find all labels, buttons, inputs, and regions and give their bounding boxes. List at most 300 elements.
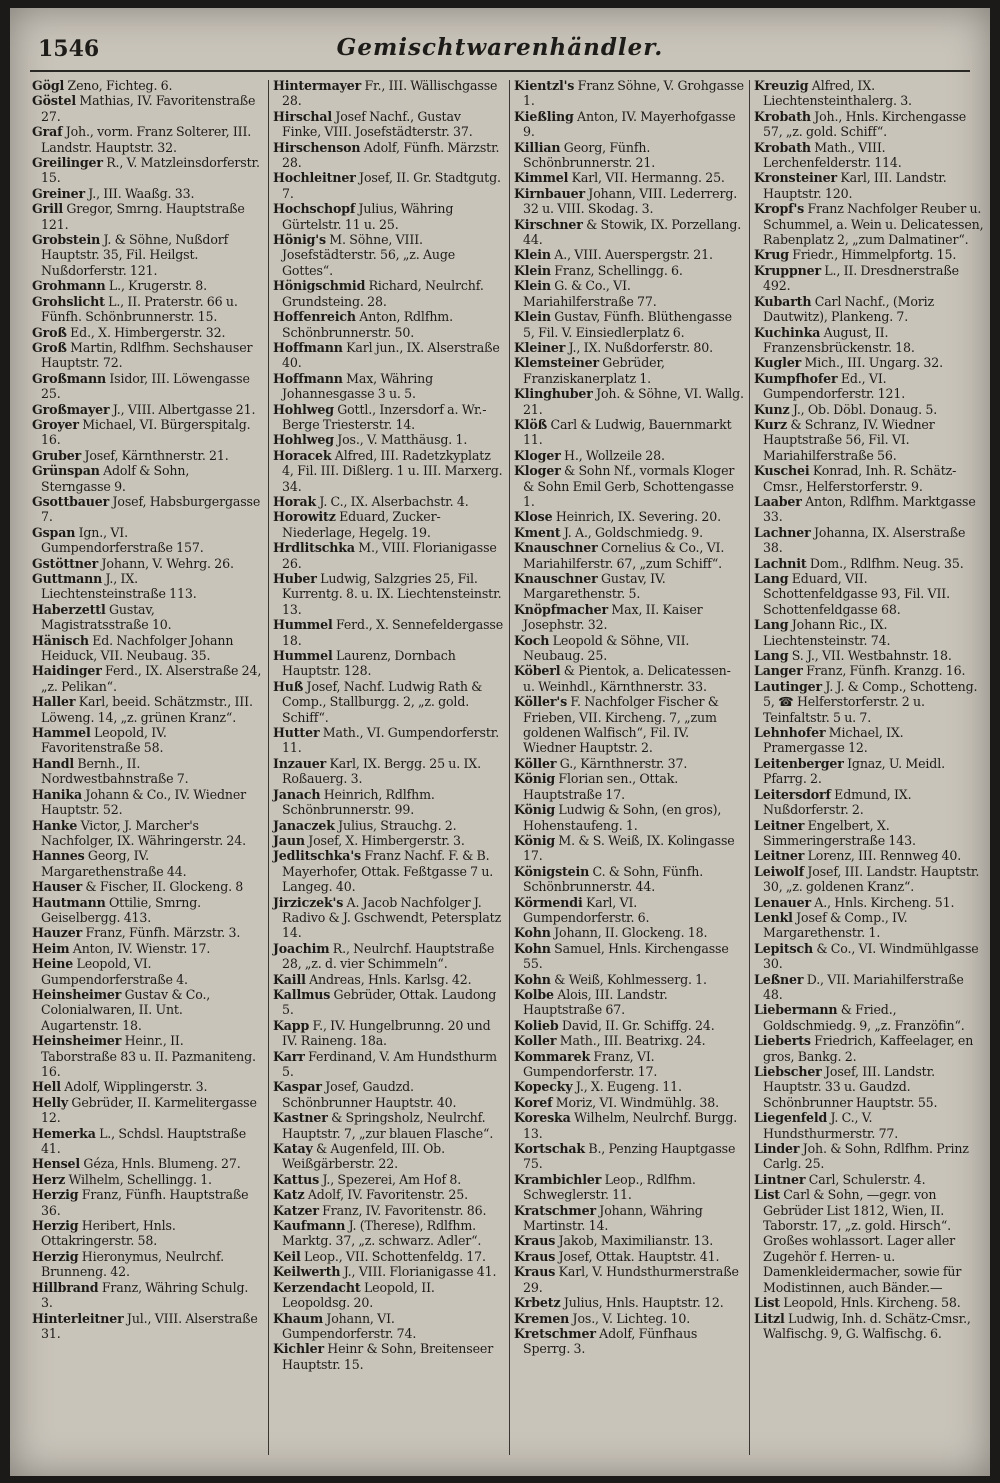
directory-entry [273,617,503,648]
entry-details: Ludwig, Salzgries 25, Fil. Kurrentg. 8. u. IX. Liechtensteinstr. 13. [282,571,502,617]
entry-name: Joachim [273,940,330,956]
directory-entry [273,1018,503,1049]
directory-entry [514,355,744,386]
directory-entry [32,232,262,278]
entry-name: Lang [754,571,789,586]
entry-details: Franz, Fünfh. Kranzg. 16. [802,663,966,679]
entry-name: Grobstein [32,232,101,248]
entry-details: Heinr., II. Taborstraße 83 u. II. Pazmaniteng. 16. [41,1033,256,1079]
directory-entry [754,325,984,356]
directory-entry [32,818,262,849]
directory-entry [754,494,984,525]
entry-details: Math., VI. Gumpendorferstr. 11. [282,725,500,756]
directory-entry [514,864,744,895]
entry-details: Johann Ric., IX. Liechtensteinstr. 74. [763,617,891,648]
entry-name: Hintermayer [273,78,362,93]
entry-name: Lehnhofer [754,725,826,741]
directory-entry [273,371,503,402]
entry-name: Hönig's [273,232,326,248]
entry-details: J., X. Eugeng. 11. [572,1079,682,1095]
column-4 [754,78,984,1468]
entry-details: Michael, VI. Bürgerspitalg. 16. [41,416,251,448]
entry-details: J. C., IX. Alserbachstr. 4. [316,493,469,509]
entry-name: Lachnit [754,555,807,571]
directory-entry [32,1079,262,1094]
directory-entry [754,1002,984,1033]
entry-name: Huß [273,678,304,694]
entry-details: Josef, Nachf. Ludwig Rath & Comp., Stallburgg. 2, „z. gold. Schiff“. [282,678,483,725]
entry-name: Katz [273,1187,305,1203]
directory-entry [32,325,262,340]
entry-details: Johann, Währing Martinstr. 14. [523,1202,703,1234]
entry-name: Jedlitschka's [273,848,361,864]
entry-name: Kraus [514,1264,556,1280]
entry-name: Grünspan [32,463,100,479]
directory-entry [32,1187,262,1218]
entry-details: J. J. & Comp., Schotteng. 5, ☎ Helferstorferstr. 2 u. Teinfaltstr. 5 u. 7. [763,678,978,725]
entry-name: Kopecky [514,1079,573,1095]
entry-name: Liebscher [754,1064,822,1079]
directory-entry [32,278,262,293]
directory-entry [754,1033,984,1064]
directory-entry [514,309,744,340]
entry-details: Adolf, Wipplingerstr. 3. [60,1079,208,1095]
entry-details: J. & Söhne, Nußdorf Hauptstr. 35, Fil. Heilgst. Nußdorferstr. 121. [41,232,229,278]
entry-name: Lieberts [754,1033,811,1049]
entry-name: Kallmus [273,986,331,1002]
entry-details: & Springsholz, Neulrchf. Hauptstr. 7, „zur blauen Flasche“. [282,1110,494,1141]
directory-entry [514,170,744,185]
entry-details: Adolf, Fünfh. Märzstr. 28. [282,139,500,171]
entry-details: Carl, Schulerstr. 4. [805,1171,926,1187]
directory-entry [32,1280,262,1311]
entry-details: Max, Währing Johannesgasse 3 u. 5. [282,370,433,402]
directory-entry [514,833,744,864]
entry-name: Groß [32,339,67,355]
entry-name: Koller [514,1033,557,1049]
directory-entry [273,1311,503,1342]
entry-details: Leop., Rdlfhm. Schweglerstr. 11. [523,1171,696,1203]
entry-details: Bernh., II. Nordwestbahnstraße 7. [41,755,189,787]
entry-name: Jaun [273,832,305,848]
entry-name: Linder [754,1141,800,1157]
directory-entry [514,1264,744,1295]
entry-details: Josef, Habsburgergasse 7. [41,493,261,525]
entry-details: Leopold, II. Leopoldsg. 20. [282,1279,435,1311]
entry-details: Jos., V. Lichteg. 10. [569,1310,691,1326]
directory-entry [514,802,744,833]
entry-name: Hannes [32,848,85,864]
directory-entry [514,987,744,1018]
directory-entry [273,648,503,679]
entry-details: Ottilie, Smrng. Geiselbergg. 413. [41,894,201,925]
entry-details: Johanna, IX. Alserstraße 38. [763,524,966,556]
entry-details: L., II. Praterstr. 66 u. Fünfh. Schönbrunnerstr. 15. [41,293,238,325]
entry-name: Kommarek [514,1048,591,1064]
entry-name: Herzig [32,1248,79,1264]
directory-entry [754,679,984,725]
directory-entry [273,1172,503,1187]
entry-details: G. & Co., VI. Mariahilferstraße 77. [523,278,657,309]
directory-entry [754,525,984,556]
directory-entry [754,571,984,617]
entry-name: Leßner [754,971,804,987]
directory-entry [514,263,744,278]
entry-name: Köberl [514,663,561,679]
entry-name: Hummel [273,617,333,633]
entry-name: Hirschal [273,108,332,124]
entry-details: Math., VIII. Lerchenfelderstr. 114. [763,139,902,171]
directory-entry [754,556,984,571]
entry-name: Hochschopf [273,201,356,217]
entry-details: Samuel, Hnls. Kirchengasse 55. [523,940,729,972]
directory-entry [273,448,503,494]
entry-name: Kattus [273,1171,320,1187]
directory-entry [273,1341,503,1372]
entry-details: & Pientok, a. Delicatessen- u. Weinhdl., Kärnthnerstr. 33. [523,663,731,694]
directory-entry [514,1110,744,1141]
entry-name: Horacek [273,447,332,463]
entry-name: Laaber [754,493,802,509]
entry-details: Heribert, Hnls. Ottakringerstr. 58. [41,1218,176,1249]
entry-name: Haller [32,694,76,710]
entry-name: Handl [32,755,75,771]
entry-name: Hautmann [32,894,106,910]
entry-details: Anton, IV. Wienstr. 17. [69,940,211,956]
entry-details: Johann, VI. Gumpendorferstr. 74. [282,1310,417,1341]
entry-details: & Stowik, IX. Porzellang. 44. [523,216,742,248]
directory-entry [514,941,744,972]
entry-name: Helly [32,1094,69,1110]
directory-entry [754,402,984,417]
entry-name: Krobath [754,139,811,155]
entry-details: Leopold, Hnls. Kircheng. 58. [779,1295,961,1311]
entry-details: J. (Therese), Rdlfhm. Marktg. 37, „z. schwarz. Adler“. [282,1218,482,1249]
page-header [30,30,970,70]
directory-entry [273,1218,503,1249]
entry-details: C. & Sohn, Fünfh. Schönbrunnerstr. 44. [523,863,704,895]
entry-name: Jirziczek's [273,894,344,910]
entry-name: Hinterleitner [32,1310,124,1326]
entry-details: R., V. Matzleinsdorferstr. 15. [41,155,260,186]
entry-details: Gustav, IV. Margarethenstr. 5. [523,571,666,602]
entry-name: Kolieb [514,1017,559,1033]
entry-details: Ed., X. Himbergerstr. 32. [66,324,226,340]
entry-name: Koreska [514,1110,571,1126]
entry-details: Carl & Ludwig, Bauernmarkt 11. [523,416,732,448]
entry-details: Ed. Nachfolger Johann Heiduck, VII. Neubaug. 35. [41,632,234,664]
entry-details: Alfred, III. Radetzkyplatz 4, Fil. III. Dißlerg. 1 u. III. Marxerg. 34. [282,447,503,494]
entry-name: Leitner [754,817,805,833]
entry-name: Hoffenreich [273,309,356,325]
entry-details: Josef, Kärnthnerstr. 21. [81,447,229,463]
directory-entry [754,818,984,849]
entry-details: Ludwig, Inh. d. Schätz-Cmsr., Walfischg. 9, G. Walfischg. 6. [763,1310,971,1341]
entry-name: Huber [273,571,317,586]
directory-entry [32,1126,262,1157]
entry-details: J., IX. Nußdorferstr. 80. [565,339,713,355]
directory-entry [32,448,262,463]
entry-name: Heinsheimer [32,986,122,1002]
entry-details: Zeno, Fichteg. 6. [64,78,173,93]
entry-name: Haidinger [32,663,102,679]
entry-name: Kraus [514,1248,556,1264]
directory-entry [754,663,984,678]
entry-name: Gögl [32,78,65,93]
entry-name: Hanika [32,786,82,802]
directory-entry [32,571,262,602]
entry-name: Leitersdorf [754,786,831,802]
entry-details: Ferdinand, V. Am Hundsthurm 5. [282,1048,497,1079]
entry-name: Groyer [32,416,79,432]
entry-details: Karl, VII. Hermanng. 25. [568,170,725,186]
directory-entry [514,540,744,571]
directory-entry [32,155,262,186]
entry-details: J., IX. Liechtensteinstraße 113. [41,571,197,602]
directory-entry [273,1203,503,1218]
directory-entry [754,463,984,494]
entry-name: List [754,1187,780,1203]
directory-entry [32,124,262,155]
directory-entry [273,340,503,371]
entry-name: Kohn [514,925,551,941]
entry-name: Hell [32,1079,61,1095]
directory-entry [514,663,744,694]
directory-entry [514,1079,744,1094]
entry-details: Adolf & Sohn, Sterngasse 9. [41,463,190,494]
entry-name: Köller [514,755,557,771]
entry-details: Joh. & Sohn, Rdlfhm. Prinz Carlg. 25. [763,1141,969,1172]
entry-name: Hauser [32,879,83,895]
entry-name: Krobath [754,108,811,124]
entry-name: König [514,832,556,848]
page-number: 1546 [38,36,100,62]
entry-details: & Fried., Goldschmiedg. 9, „z. Franzöfin“. [763,1002,965,1033]
entry-name: Kretschmer [514,1325,596,1341]
directory-entry [273,170,503,201]
directory-entry [273,1049,503,1080]
entry-name: Kohn [514,940,551,956]
directory-entry [273,509,503,540]
directory-entry [273,278,503,309]
directory-entry [754,648,984,663]
entry-details: Leopold & Söhne, VII. Neubaug. 25. [523,632,690,664]
entry-name: Greilinger [32,155,103,171]
entry-details: Josef, III. Landstr. Hauptstr. 33 u. Gaudzd. Schönbrunner Hauptstr. 55. [763,1064,938,1110]
directory-entry [32,1095,262,1126]
entry-name: Klein [514,309,551,325]
entry-name: Kronsteiner [754,170,837,186]
directory-entry [32,987,262,1033]
directory-entry [754,371,984,402]
entry-details: Johann, V. Wehrg. 26. [98,555,234,571]
entry-details: J., VIII. Albertgasse 21. [109,401,256,417]
entry-details: Lorenz, III. Rennweg 40. [804,848,962,864]
entry-details: Victor, J. Marcher's Nachfolger, IX. Währingerstr. 24. [41,817,246,848]
entry-name: Liegenfeld [754,1110,828,1126]
directory-entry [32,848,262,879]
entry-name: Katay [273,1141,313,1157]
entry-name: Kleiner [514,339,566,355]
entry-name: Heine [32,956,74,972]
entry-details: Ferd., IX. Alserstraße 24, „z. Pelikan“. [41,663,262,694]
directory-entry [32,925,262,940]
directory-entry [32,1249,262,1280]
entry-details: F., IV. Hungelbrunng. 20 und IV. Raineng. 18a. [282,1017,491,1049]
entry-name: Klose [514,509,553,525]
entry-details: J., VIII. Florianigasse 41. [340,1264,497,1280]
entry-details: Ignaz, U. Meidl. Pfarrg. 2. [763,755,945,787]
directory-entry [273,1141,503,1172]
entry-name: Grohslicht [32,293,105,309]
entry-details: A., VIII. Auerspergstr. 21. [550,247,713,263]
entry-name: Keil [273,1248,301,1264]
entry-name: Lenauer [754,894,811,910]
entry-details: Ign., VI. Gumpendorferstraße 157. [41,524,204,556]
directory-entry [514,463,744,509]
entry-details: Georg, Fünfh. Schönbrunnerstr. 21. [523,139,656,171]
entry-name: Hirschenson [273,139,361,155]
entry-details: Max, II. Kaiser Josephstr. 32. [523,601,703,633]
entry-name: Hochleitner [273,170,356,186]
entry-details: Franz, Währing Schulg. 3. [41,1279,249,1311]
directory-entry [273,895,503,941]
entry-name: Klein [514,262,551,278]
directory-entry [754,848,984,863]
directory-entry [273,679,503,725]
entry-name: Herz [32,1171,66,1187]
directory-entry [273,1280,503,1311]
directory-entry [32,78,262,93]
entry-name: Leiwolf [754,863,805,879]
entry-name: Kaspar [273,1079,322,1095]
entry-details: Ferd., X. Sennefeldergasse 18. [282,617,504,648]
directory-entry [514,895,744,926]
directory-entry [754,1064,984,1110]
entry-name: Janach [273,786,321,802]
directory-entry [273,833,503,848]
column-divider [509,80,510,1455]
entry-name: Krbetz [514,1295,561,1311]
directory-entry [754,417,984,463]
entry-name: Kohn [514,971,551,987]
entry-name: Kloger [514,447,561,463]
directory-entry [754,895,984,910]
entry-details: Gebrüder, Franziskanerplatz 1. [523,355,665,386]
entry-details: Leopold, IV. Favoritenstraße 58. [41,725,167,756]
entry-name: Kerzendacht [273,1279,361,1295]
entry-details: Joh. & Söhne, VI. Wallg. 21. [523,386,744,417]
columns [32,78,982,1468]
directory-entry [32,879,262,894]
entry-details: Isidor, III. Löwengasse 25. [41,370,250,402]
directory-entry [754,1295,984,1310]
entry-name: Hanke [32,817,78,833]
directory-entry [273,109,503,140]
directory-entry [514,1203,744,1234]
entry-name: Hoffmann [273,370,343,386]
directory-entry [514,186,744,217]
entry-details: S. J., VII. Westbahnstr. 18. [788,648,952,664]
entry-details: L., Krugerstr. 8. [105,278,207,294]
entry-name: Graf [32,124,63,140]
entry-details: Karl, III. Landstr. Hauptstr. 120. [763,170,947,201]
entry-name: Kubarth [754,293,812,309]
directory-entry [754,247,984,262]
entry-name: Köller's [514,694,568,710]
directory-entry [32,186,262,201]
directory-entry [514,1311,744,1326]
entry-name: König [514,771,556,787]
directory-entry [754,787,984,818]
directory-entry [514,217,744,248]
entry-details: David, II. Gr. Schiffg. 24. [558,1017,715,1033]
entry-details: Florian sen., Ottak. Hauptstraße 17. [523,771,679,802]
entry-name: Knöpfmacher [514,601,609,617]
entry-name: Heim [32,940,70,956]
directory-entry [514,386,744,417]
entry-name: Göstel [32,93,76,109]
entry-name: Katzer [273,1202,319,1218]
entry-name: Kropf's [754,201,805,217]
directory-entry [32,525,262,556]
entry-details: M., VIII. Florianigasse 26. [282,540,497,571]
entry-details: Joh., Hnls. Kirchengasse 57, „z. gold. Schiff“. [763,108,967,140]
entry-name: Khaum [273,1310,323,1326]
entry-details: Gustav, Fünfh. Blüthengasse 5, Fil. V. Einsiedlerplatz 6. [523,309,732,340]
entry-name: Horak [273,493,317,509]
entry-details: Karl jun., IX. Alserstraße 40. [282,339,500,371]
entry-name: Janaczek [273,817,335,833]
entry-details: Géza, Hnls. Blumeng. 27. [80,1156,241,1172]
directory-entry [273,1187,503,1202]
directory-entry [273,972,503,987]
entry-details: Karl, V. Hundsthurmerstraße 29. [523,1264,739,1295]
entry-details: J., Spezerei, Am Hof 8. [319,1171,462,1187]
directory-entry [273,494,503,509]
entry-name: Litzl [754,1310,785,1326]
entry-name: Klein [514,278,551,294]
directory-entry [514,1326,744,1357]
entry-name: Hohlweg [273,401,334,417]
entry-details: Josef, X. Himbergerstr. 3. [304,832,465,848]
directory-entry [754,1311,984,1342]
entry-details: Josef Nachf., Gustav Finke, VIII. Josefstädterstr. 37. [282,108,473,140]
directory-entry [273,1264,503,1279]
entry-name: Kurz [754,416,788,432]
directory-entry [754,910,984,941]
directory-entry [514,1049,744,1080]
entry-name: Lachner [754,524,811,540]
entry-name: König [514,802,556,818]
directory-entry [32,602,262,633]
entry-details: Andreas, Hnls. Karlsg. 42. [305,971,472,987]
directory-entry [754,201,984,247]
entry-details: Jul., VIII. Alserstraße 31. [41,1310,258,1341]
directory-entry [273,402,503,433]
entry-name: Koref [514,1094,553,1110]
entry-name: Körmendi [514,894,583,910]
entry-details: Gebrüder, Ottak. Laudong 5. [282,986,497,1018]
entry-details: Alfred, IX. Liechtensteinthalerg. 3. [763,78,912,109]
entry-name: Kastner [273,1110,328,1126]
entry-name: Königstein [514,863,590,879]
directory-entry [754,294,984,325]
entry-details: F. Nachfolger Fischer & Frieben, VII. Kircheng. 7, „zum goldenen Walfisch“, Fil. IV. Wiedner Hauptstr. 2. [523,694,719,756]
entry-details: Carl Nachf., (Moriz Dautwitz), Plankeng. 7. [763,293,935,325]
entry-name: Knauschner [514,540,598,556]
entry-details: Hieronymus, Neulrchf. Brunneng. 42. [41,1248,224,1280]
